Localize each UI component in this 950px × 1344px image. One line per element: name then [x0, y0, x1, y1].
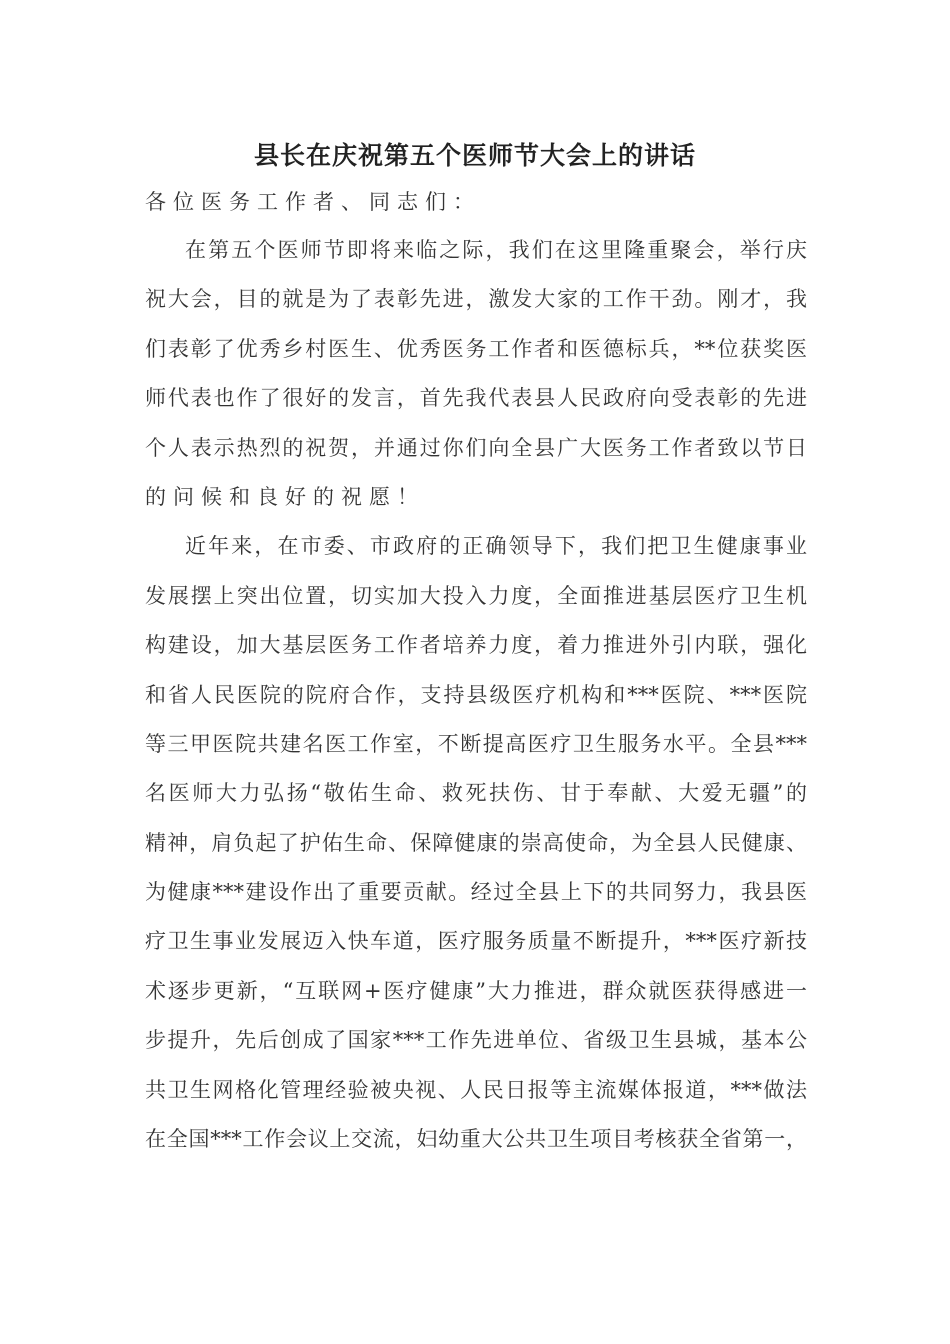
paragraph-line: 祝大会，目的就是为了表彰先进，激发大家的工作干劲。刚才，我 — [145, 287, 807, 312]
paragraph-line: 共卫生网格化管理经验被央视、人民日报等主流媒体报道，***做法 — [145, 1077, 807, 1102]
paragraph-line: 构建设，加大基层医务工作者培养力度，着力推进外引内联，强化 — [145, 633, 807, 658]
document-title: 县长在庆祝第五个医师节大会上的讲话 — [253, 141, 696, 170]
paragraph-line: 在第五个医师节即将来临之际，我们在这里隆重聚会，举行庆 — [185, 238, 807, 262]
document-body — [145, 235, 821, 1173]
paragraph-line: 在全国***工作会议上交流，妇幼重大公共卫生项目考核获全省第一， — [145, 1127, 807, 1152]
paragraph-line: 个人表示热烈的祝贺，并通过你们向全县广大医务工作者致以节日 — [145, 435, 807, 460]
paragraph-line: 师代表也作了很好的发言，首先我代表县人民政府向受表彰的先进 — [145, 386, 807, 411]
paragraph-line: 精神，肩负起了护佑生命、保障健康的崇高使命，为全县人民健康、 — [145, 830, 807, 855]
paragraph-line: 和省人民医院的院府合作，支持县级医疗机构和***医院、***医院 — [145, 682, 807, 707]
paragraph-line: 步提升，先后创成了国家***工作先进单位、省级卫生县城，基本公 — [145, 1028, 807, 1053]
paragraph-line: 们表彰了优秀乡村医生、优秀医务工作者和医德标兵，**位获奖医 — [145, 336, 807, 361]
paragraph-line: 的问候和良好的祝愿！ — [145, 484, 425, 509]
paragraph-line: 术逐步更新，“互联网+医疗健康”大力推进，群众就医获得感进一 — [145, 978, 807, 1003]
paragraph-line: 疗卫生事业发展迈入快车道，医疗服务质量不断提升，***医疗新技 — [145, 929, 807, 954]
paragraph-line: 为健康***建设作出了重要贡献。经过全县上下的共同努力，我县医 — [145, 880, 807, 905]
paragraph-line: 名医师大力弘扬“敬佑生命、救死扶伤、甘于奉献、大爱无疆”的 — [145, 781, 807, 806]
greeting: 各位医务工作者、同志们： — [145, 190, 481, 214]
paragraph-line: 发展摆上突出位置，切实加大投入力度，全面推进基层医疗卫生机 — [145, 583, 807, 608]
paragraph-line: 近年来，在市委、市政府的正确领导下，我们把卫生健康事业 — [185, 534, 807, 559]
paragraph-line: 等三甲医院共建名医工作室，不断提高医疗卫生服务水平。全县*** — [145, 731, 807, 756]
